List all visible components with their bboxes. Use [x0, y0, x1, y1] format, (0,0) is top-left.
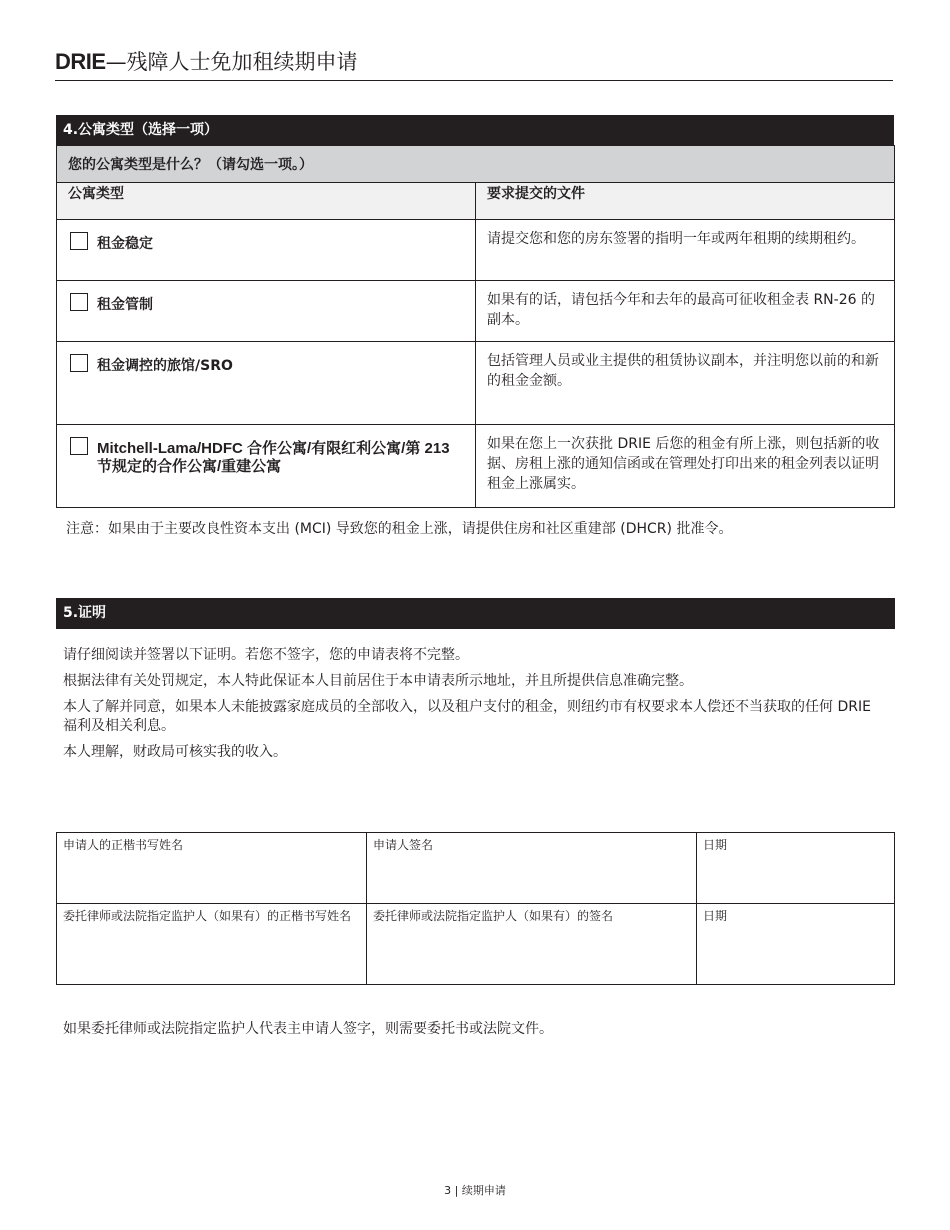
- col-header-required-documents: 要求提交的文件: [476, 183, 895, 220]
- mitchell-lama-label: Mitchell-Lama/HDFC 合作公寓/有限红利公寓/第 213 节规定的合作公寓/重建公寓: [97, 440, 450, 475]
- header-row: [57, 183, 895, 220]
- option-row-hotel-sro: [57, 342, 895, 425]
- page-number: 3: [444, 1184, 452, 1197]
- applicant-signature-field[interactable]: 申请人签名: [367, 833, 697, 904]
- hotel-sro-docs: 包括管理人员或业主提供的租赁协议副本，并注明您以前的和新的租金金额。: [476, 342, 895, 425]
- representative-footnote: 如果委托律师或法院指定监护人代表主申请人签字，则需要委托书或法院文件。: [63, 1021, 553, 1037]
- apartment-type-table: [56, 145, 895, 508]
- section-5-heading: 5.证明: [56, 598, 895, 629]
- representative-date-field[interactable]: 日期: [697, 904, 895, 985]
- mitchell-lama-docs: 如果在您上一次获批 DRIE 后您的租金有所上涨，则包括新的收据、房租上涨的通知信函或在管理处打印出来的租金列表以证明租金上涨属实。: [476, 425, 895, 508]
- rent-controlled-docs: 如果有的话，请包括今年和去年的最高可征收租金表 RN-26 的副本。: [476, 281, 895, 342]
- applicant-date-field[interactable]: 日期: [697, 833, 895, 904]
- rent-stabilized-docs: 请提交您和您的房东签署的指明一年或两年租期的续期租约。: [476, 220, 895, 281]
- page-title-bold: DRIE: [55, 49, 106, 74]
- option-row-rent-controlled: [57, 281, 895, 342]
- question-row: [57, 146, 895, 183]
- option-row-rent-stabilized: [57, 220, 895, 281]
- footer-label: 续期申请: [461, 1184, 506, 1197]
- representative-name-field[interactable]: 委托律师或法院指定监护人（如果有）的正楷书写姓名: [57, 904, 367, 985]
- rent-controlled-label: 租金管制: [97, 297, 153, 313]
- representative-signature-field[interactable]: 委托律师或法院指定监护人（如果有）的签名: [367, 904, 697, 985]
- cert-paragraph: 根据法律有关处罚规定，本人特此保证本人目前居住于本申请表所示地址，并且所提供信息准确完整。: [63, 673, 693, 689]
- cert-paragraph: 本人理解，财政局可核实我的收入。: [63, 744, 287, 760]
- section-4-heading: 4.公寓类型（选择一项）: [56, 115, 894, 145]
- rent-stabilized-checkbox[interactable]: [70, 232, 88, 250]
- mitchell-lama-checkbox[interactable]: [70, 437, 88, 455]
- footer-separator: |: [454, 1184, 459, 1197]
- option-row-mitchell-lama: [57, 425, 895, 508]
- page-title: [55, 48, 893, 76]
- certification-text: [63, 646, 888, 769]
- cert-paragraph: 本人了解并同意，如果本人未能披露家庭成员的全部收入，以及租户支付的租金，则纽约市有权要求本人偿还不当获取的任何 DRIE 福利及相关利息。: [63, 699, 871, 734]
- applicant-name-field[interactable]: 申请人的正楷书写姓名: [57, 833, 367, 904]
- apartment-type-question: 您的公寓类型是什么？（请勾选一项。）: [57, 146, 895, 183]
- page-header: [55, 48, 893, 81]
- page-title-rest: —残障人士免加租续期申请: [105, 50, 358, 74]
- page-footer: [0, 1183, 950, 1199]
- rent-stabilized-label: 租金稳定: [97, 236, 153, 252]
- signature-table: [56, 832, 895, 985]
- hotel-sro-label: 租金调控的旅馆/SRO: [97, 358, 233, 374]
- representative-signature-row: [57, 904, 895, 985]
- rent-controlled-checkbox[interactable]: [70, 293, 88, 311]
- applicant-signature-row: [57, 833, 895, 904]
- cert-paragraph: 请仔细阅读并签署以下证明。若您不签字，您的申请表将不完整。: [63, 647, 469, 663]
- hotel-sro-checkbox[interactable]: [70, 354, 88, 372]
- col-header-apartment-type: 公寓类型: [57, 183, 476, 220]
- mci-note: 注意：如果由于主要改良性资本支出 (MCI) 导致您的租金上涨，请提供住房和社区重建部 (DHCR) 批准令。: [66, 521, 733, 537]
